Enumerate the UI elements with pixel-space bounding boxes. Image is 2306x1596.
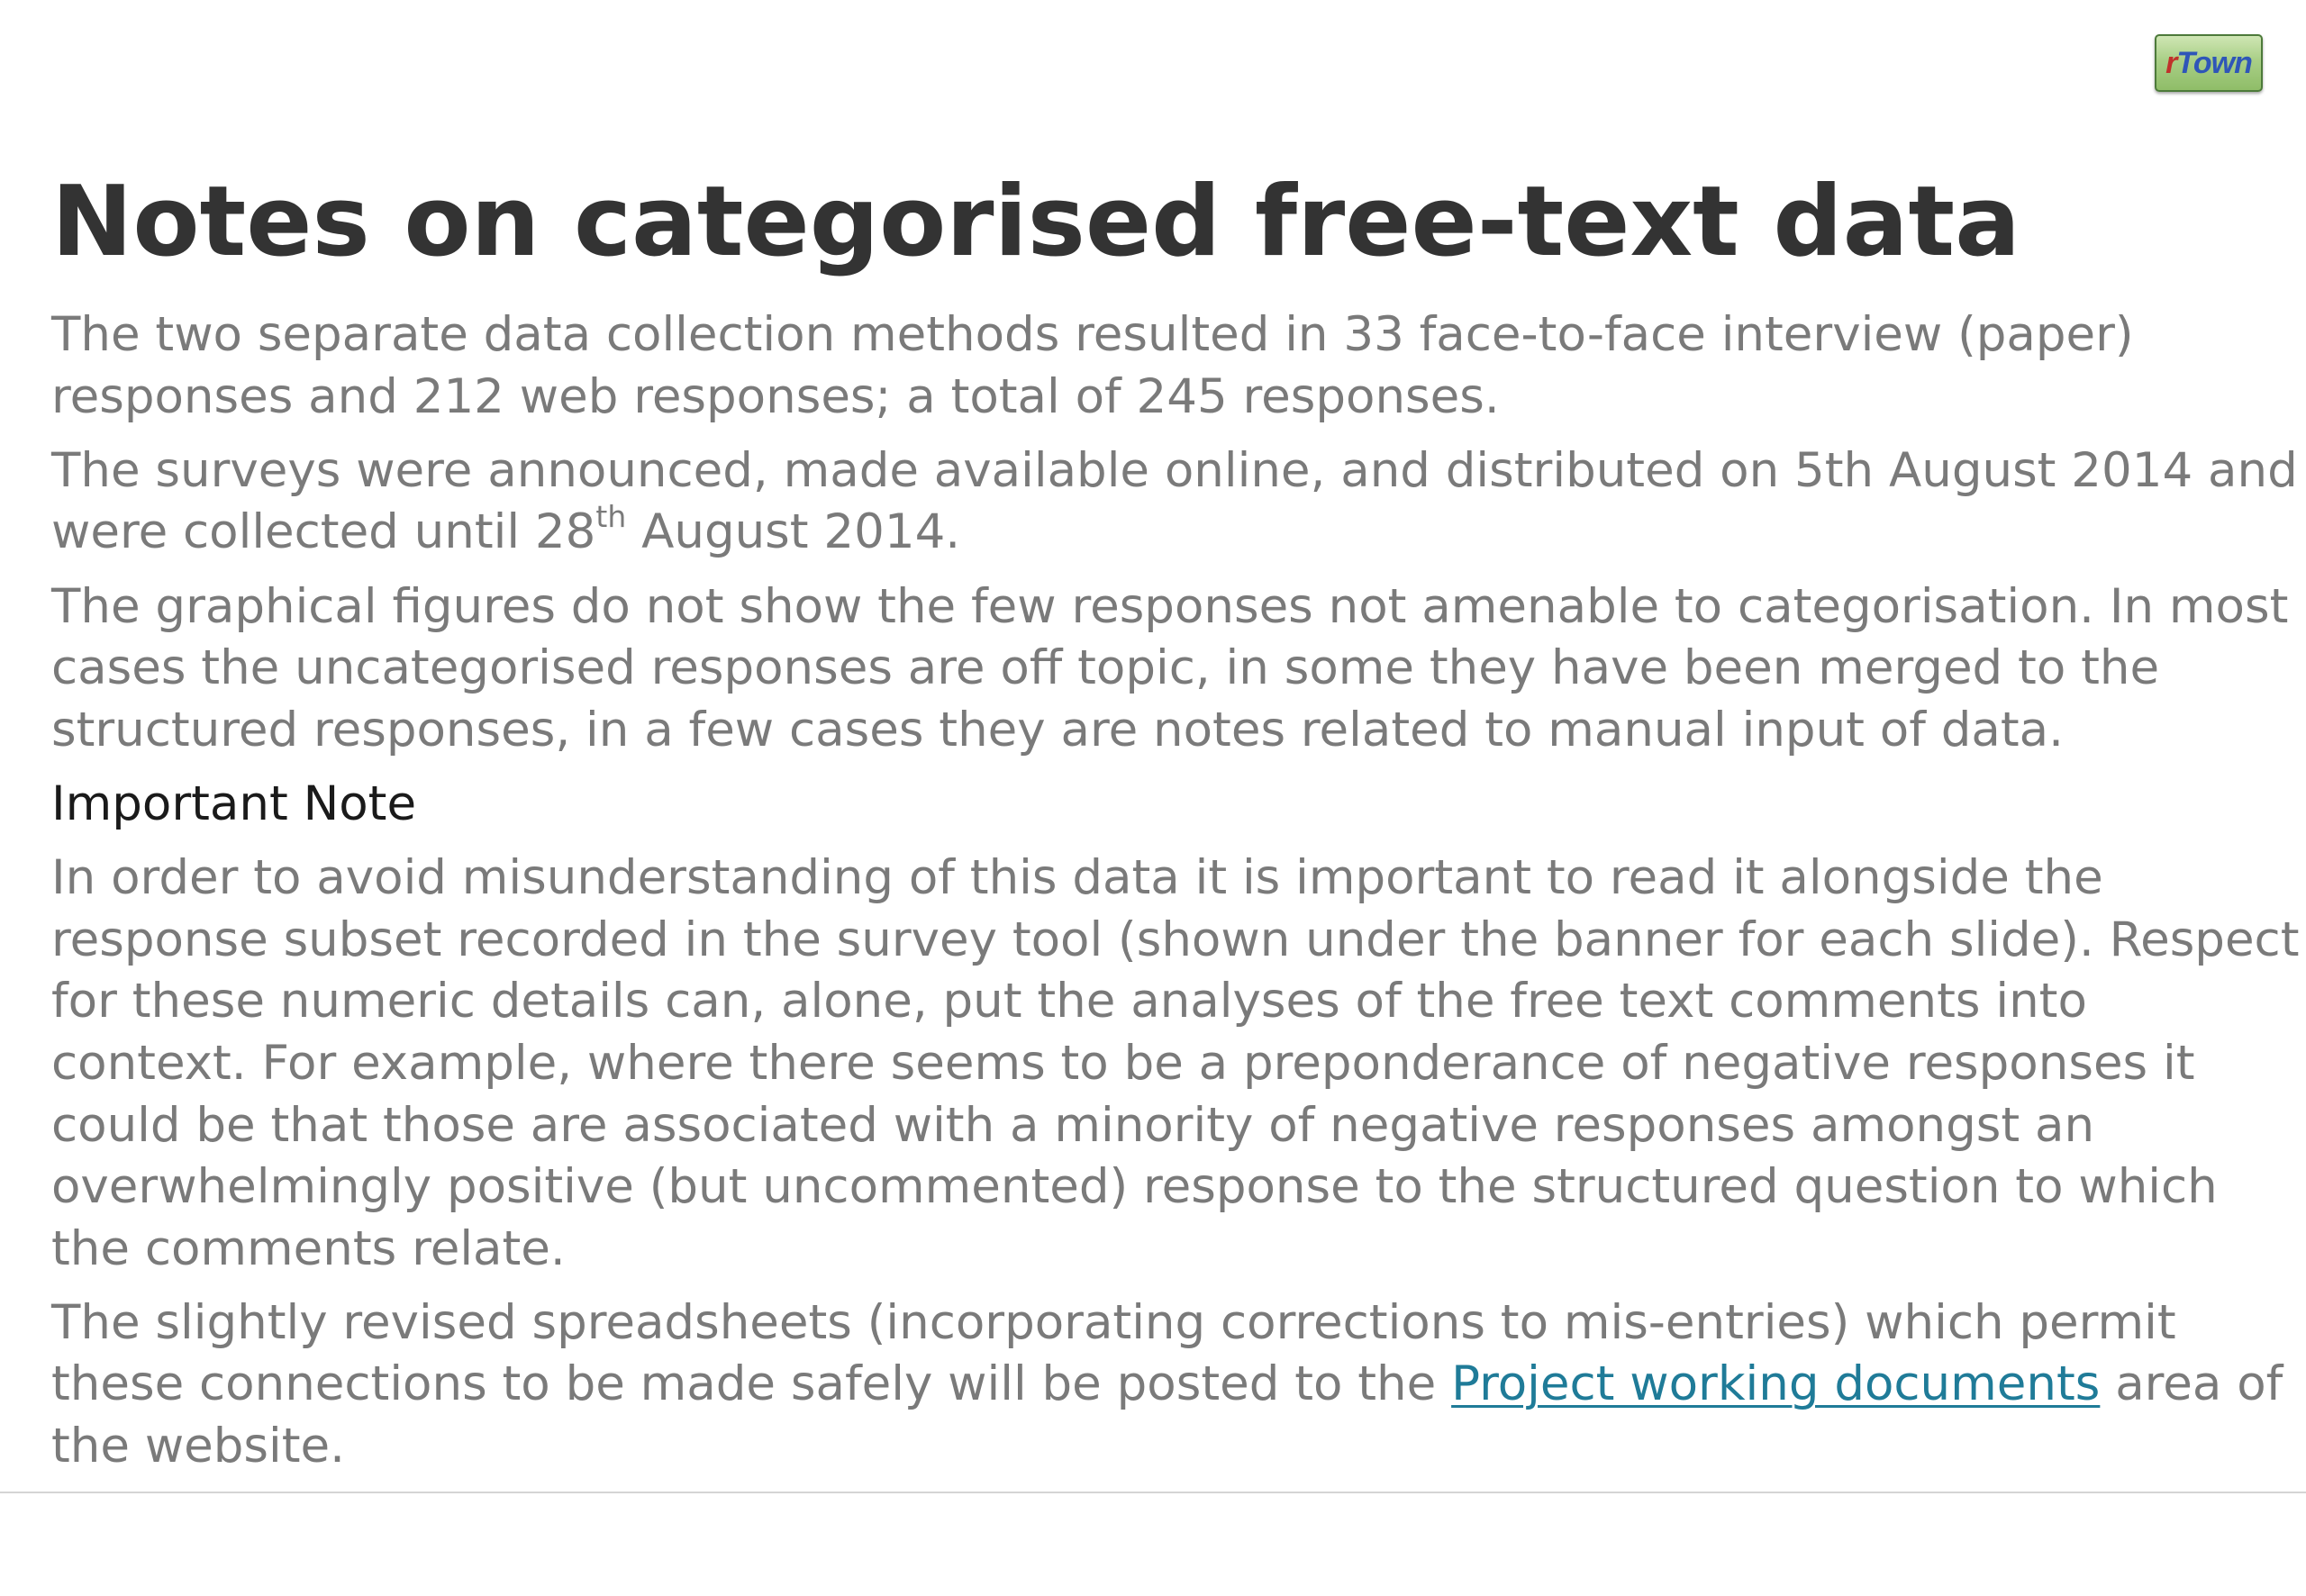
paragraph-important-note — [51, 848, 2300, 1280]
text-line: The two separate data collection methods resulted in 33 face-to-face interview (paper) — [51, 307, 2134, 362]
slide-body — [51, 304, 2300, 1490]
text-line: for these numeric details can, alone, put the analyses of the free text comments into — [51, 974, 2087, 1029]
text-line: structured responses, in a few cases they are notes related to manual input of data. — [51, 702, 2064, 757]
footer-divider — [0, 1492, 2306, 1493]
page-title: Notes on categorised free-text data — [51, 166, 2021, 278]
text-line: The graphical figures do not show the few responses not amenable to categorisation. In most — [51, 578, 2289, 634]
project-working-documents-link[interactable]: Project working documents — [1451, 1356, 2101, 1412]
text-line: area of — [2100, 1356, 2283, 1412]
text-line: August 2014. — [626, 504, 961, 560]
text-line: responses and 212 web responses; a total of 245 responses. — [51, 368, 1500, 424]
ordinal-suffix: th — [595, 499, 627, 535]
text-line: cases the uncategorised responses are off topic, in some they have been merged to the — [51, 640, 2160, 696]
paragraph-survey-dates — [51, 440, 2298, 564]
paragraph-graphical-figures — [51, 576, 2289, 762]
text-line: In order to avoid misunderstanding of this data it is important to read it alongside the — [51, 850, 2103, 906]
text-line: could be that those are associated with a minority of negative responses amongst an — [51, 1097, 2095, 1153]
text-line: were collected until 28 — [51, 504, 596, 560]
rtown-logo-name: Town — [2176, 45, 2252, 80]
text-line: context. For example, where there seems to be a preponderance of negative responses it — [51, 1035, 2195, 1091]
paragraph-spreadsheets — [51, 1292, 2283, 1478]
rtown-logo — [2155, 34, 2263, 92]
rtown-logo-text — [2165, 46, 2252, 81]
text-line: response subset recorded in the survey tool (shown under the banner for each slide). Respect — [51, 911, 2300, 967]
text-line: overwhelmingly positive (but uncommented) response to the structured question to which — [51, 1159, 2218, 1215]
paragraph-collection-methods — [51, 304, 2267, 428]
rtown-logo-prefix: r — [2165, 45, 2177, 80]
text-line: The slightly revised spreadsheets (incorporating corrections to mis-entries) which permit — [51, 1294, 2176, 1350]
text-line: the website. — [51, 1419, 345, 1474]
important-note-heading: Important Note — [51, 775, 417, 831]
text-line: these connections to be made safely will be posted to the — [51, 1356, 1452, 1412]
text-line: The surveys were announced, made available online, and distributed on 5th August 2014 and — [51, 442, 2298, 498]
text-line: the comments relate. — [51, 1220, 566, 1276]
